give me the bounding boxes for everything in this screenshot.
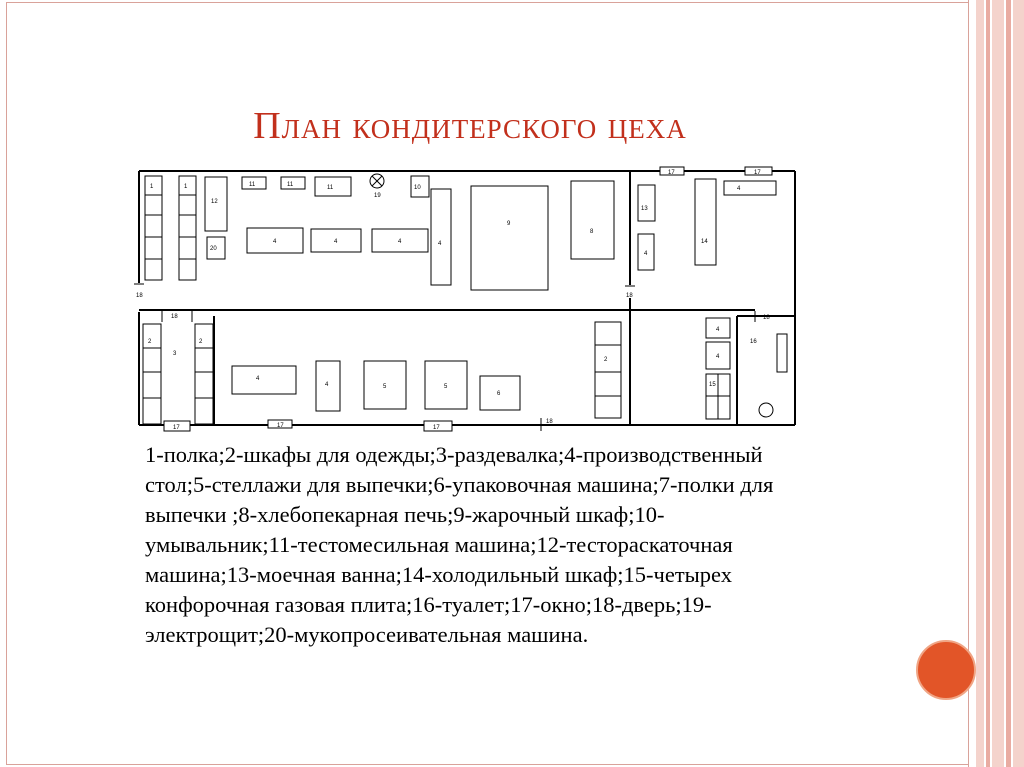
electrical-panel xyxy=(370,174,384,199)
accent-circle xyxy=(916,640,976,700)
svg-text:18: 18 xyxy=(546,419,553,425)
gas-stove xyxy=(706,374,730,419)
roasting-cabinet xyxy=(471,186,548,290)
window xyxy=(745,167,772,176)
svg-text:20: 20 xyxy=(210,246,217,252)
svg-text:18: 18 xyxy=(763,315,770,321)
production-table xyxy=(232,366,296,394)
dough-mixer xyxy=(242,177,266,189)
svg-text:9: 9 xyxy=(507,221,511,227)
svg-text:6: 6 xyxy=(497,391,501,397)
svg-text:5: 5 xyxy=(444,384,448,390)
svg-text:8: 8 xyxy=(590,229,594,235)
svg-text:5: 5 xyxy=(383,384,387,390)
production-table xyxy=(316,361,340,411)
svg-text:4: 4 xyxy=(716,327,720,333)
legend-text: 1-полка;2-шкафы для одежды;3-раздевалка;4-производственный стол;5-стеллажи для выпечки;6-упаковочная машина;7-полки для выпечки ;8-хлебопекарная печь;9-жарочный шкаф;10-умывальник;11-тестомесильная машина;12-тестораскаточная машина;13-моечная ванна;14-холодильный шкаф;15-четырех конфорочная газовая плита;16-туалет;17-окно;18-дверь;19-электрощит;20-мукопросеивательная машина. xyxy=(145,442,774,647)
svg-text:1: 1 xyxy=(150,184,154,190)
svg-text:2: 2 xyxy=(199,339,203,345)
svg-text:4: 4 xyxy=(644,251,648,257)
svg-text:4: 4 xyxy=(716,354,720,360)
svg-text:4: 4 xyxy=(325,382,329,388)
toilet xyxy=(750,334,787,417)
baking-oven xyxy=(571,181,614,259)
svg-text:16: 16 xyxy=(750,339,757,345)
svg-text:15: 15 xyxy=(709,382,716,388)
baking-rack xyxy=(364,361,406,409)
svg-text:18: 18 xyxy=(171,314,178,320)
window xyxy=(164,421,190,431)
svg-text:13: 13 xyxy=(641,206,648,212)
svg-text:17: 17 xyxy=(668,170,675,176)
slide-title: План кондитерского цеха xyxy=(253,105,687,147)
baking-rack xyxy=(425,361,467,409)
wardrobe xyxy=(143,324,161,424)
dough-mixer xyxy=(281,177,305,189)
svg-text:4: 4 xyxy=(438,241,442,247)
door xyxy=(625,286,635,299)
window xyxy=(424,421,452,431)
svg-text:11: 11 xyxy=(287,182,294,188)
svg-text:1: 1 xyxy=(184,184,188,190)
refrigerator xyxy=(695,179,716,265)
production-table xyxy=(431,189,451,285)
production-table xyxy=(311,229,361,252)
window xyxy=(268,420,292,429)
svg-text:11: 11 xyxy=(327,185,334,191)
svg-text:3: 3 xyxy=(173,351,177,357)
svg-text:4: 4 xyxy=(273,239,277,245)
door xyxy=(162,310,192,322)
wash-tub xyxy=(638,185,655,221)
svg-text:18: 18 xyxy=(136,293,143,299)
production-table xyxy=(724,181,776,195)
window xyxy=(660,167,684,176)
svg-text:14: 14 xyxy=(701,239,708,245)
svg-text:12: 12 xyxy=(211,199,218,205)
production-table xyxy=(372,229,428,252)
wardrobe xyxy=(595,322,621,418)
washbasin xyxy=(411,176,429,197)
production-table xyxy=(706,342,730,369)
svg-text:10: 10 xyxy=(414,185,421,191)
svg-text:4: 4 xyxy=(334,239,338,245)
production-table xyxy=(638,234,654,270)
svg-text:17: 17 xyxy=(754,170,761,176)
dough-sheeter xyxy=(205,177,227,231)
flour-sifter xyxy=(207,237,225,259)
svg-text:11: 11 xyxy=(249,182,256,188)
wardrobe xyxy=(195,324,213,424)
svg-text:4: 4 xyxy=(256,376,260,382)
changing-room-label xyxy=(173,351,177,357)
svg-text:18: 18 xyxy=(626,293,633,299)
svg-text:19: 19 xyxy=(374,193,381,199)
shelf-left-1 xyxy=(145,176,162,280)
svg-text:4: 4 xyxy=(398,239,402,245)
shelf-left-2 xyxy=(179,176,196,280)
svg-text:17: 17 xyxy=(433,425,440,431)
svg-text:17: 17 xyxy=(173,425,180,431)
svg-text:17: 17 xyxy=(277,423,284,429)
production-table xyxy=(706,318,730,338)
svg-text:4: 4 xyxy=(737,186,741,192)
door xyxy=(134,284,144,299)
svg-text:2: 2 xyxy=(148,339,152,345)
packing-machine xyxy=(480,376,520,410)
svg-text:2: 2 xyxy=(604,357,608,363)
production-table xyxy=(247,228,303,253)
dough-mixer xyxy=(315,177,351,196)
